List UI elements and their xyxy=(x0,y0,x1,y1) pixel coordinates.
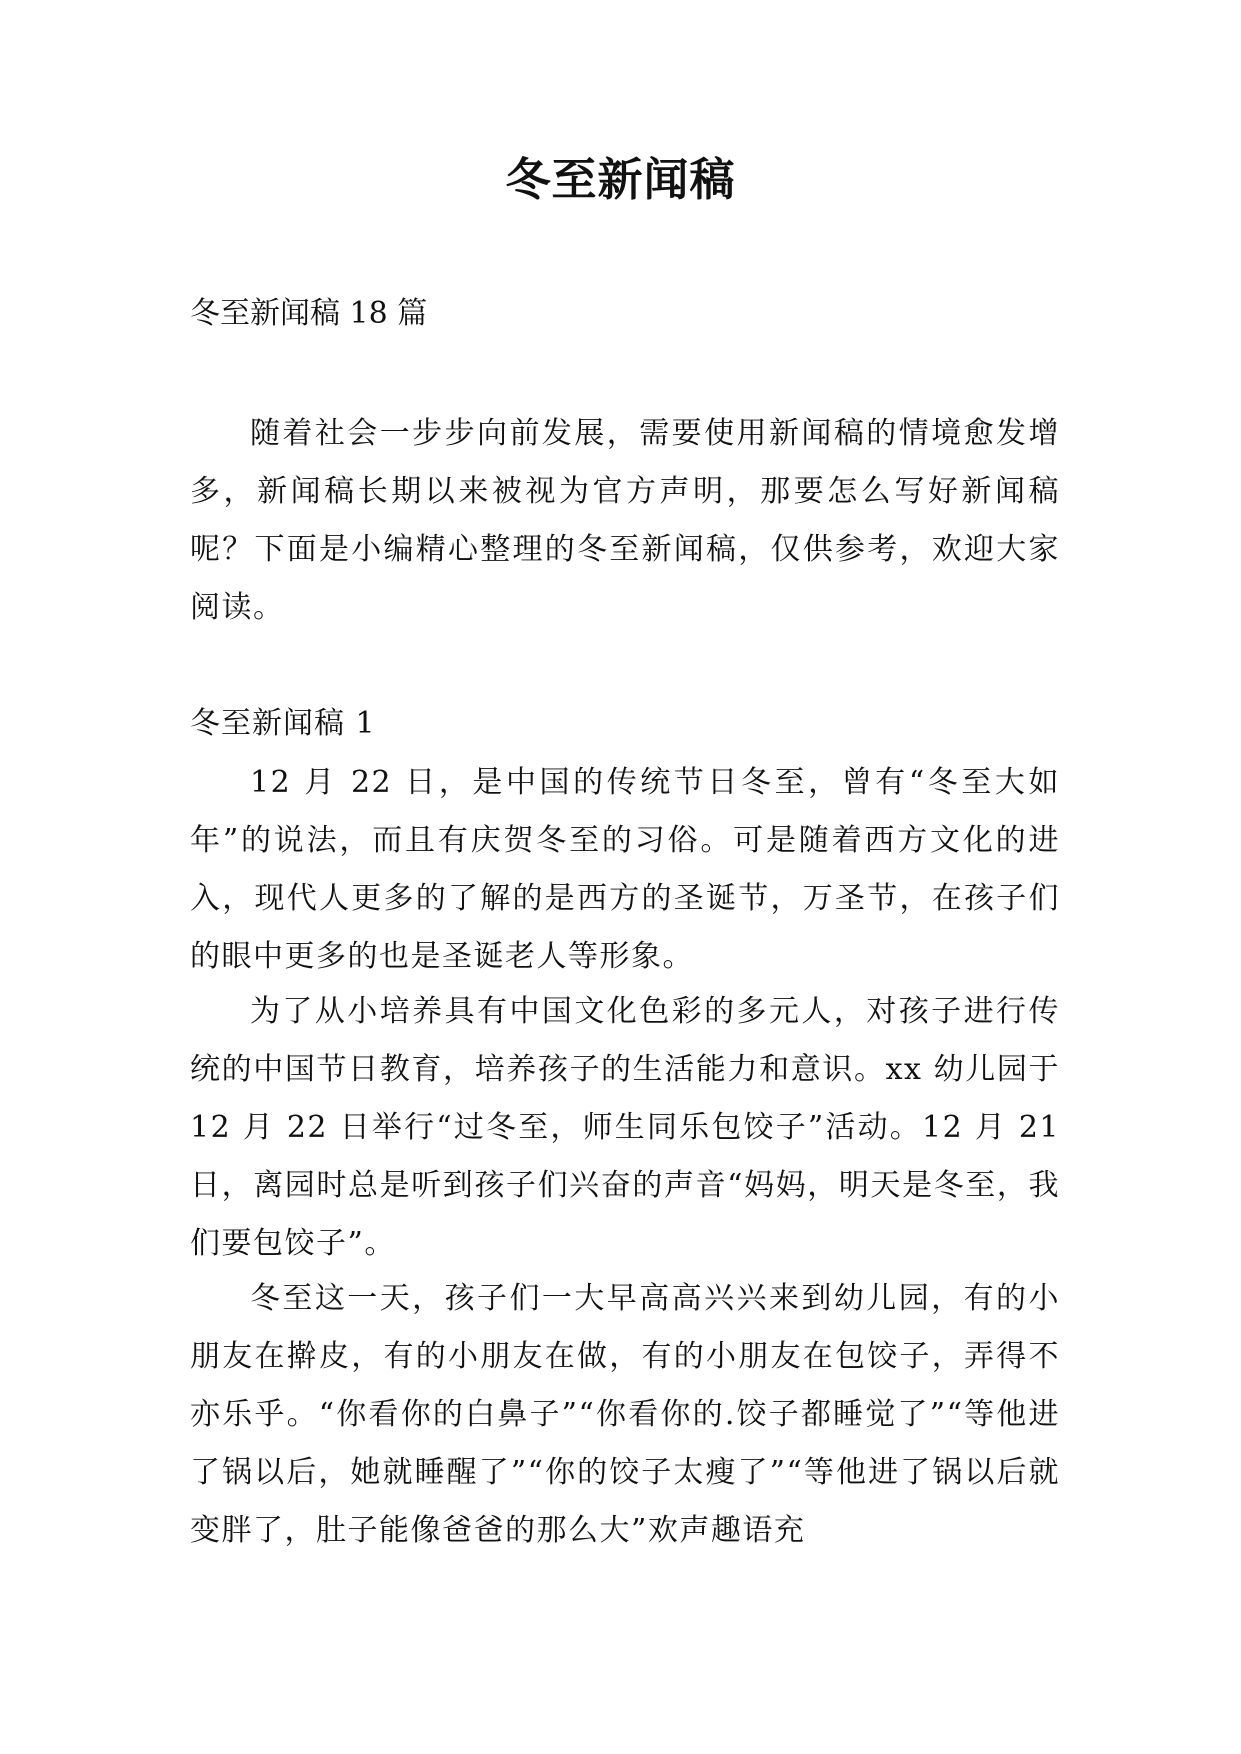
body-paragraph-1: 12 月 22 日，是中国的传统节日冬至，曾有“冬至大如年”的说法，而且有庆贺冬至的习俗。可是随着西方文化的进入，现代人更多的了解的是西方的圣诞节，万圣节，在孩子们的眼中更多的也是圣诞老人等形象。 xyxy=(190,765,1060,974)
body-paragraph-2: 为了从小培养具有中国文化色彩的多元人，对孩子进行传统的中国节日教育，培养孩子的生活能力和意识。xx 幼儿园于 12 月 22 日举行“过冬至，师生同乐包饺子”活动。12 月 21 日，离园时总是听到孩子们兴奋的声音“妈妈，明天是冬至，我们要包饺子”。 xyxy=(190,994,1060,1261)
intro-paragraph: 随着社会一步步向前发展，需要使用新闻稿的情境愈发增多，新闻稿长期以来被视为官方声明，那要怎么写好新闻稿呢？下面是小编精心整理的冬至新闻稿，仅供参考，欢迎大家阅读。 xyxy=(190,416,1060,625)
page-title: 冬至新闻稿 xyxy=(505,153,736,206)
document-subtitle: 冬至新闻稿 18 篇 xyxy=(190,296,428,331)
section-heading: 冬至新闻稿 1 xyxy=(190,706,376,741)
body-paragraph-3: 冬至这一天，孩子们一大早高高兴兴来到幼儿园，有的小朋友在擀皮，有的小朋友在做，有的小朋友在包饺子，弄得不亦乐乎。“你看你的白鼻子”“你看你的.饺子都睡觉了”“等他进了锅以后，她就睡醒了”“你的饺子太瘦了”“等他进了锅以后就变胖了，肚子能像爸爸的那么大”欢声趣语充 xyxy=(190,1281,1060,1548)
